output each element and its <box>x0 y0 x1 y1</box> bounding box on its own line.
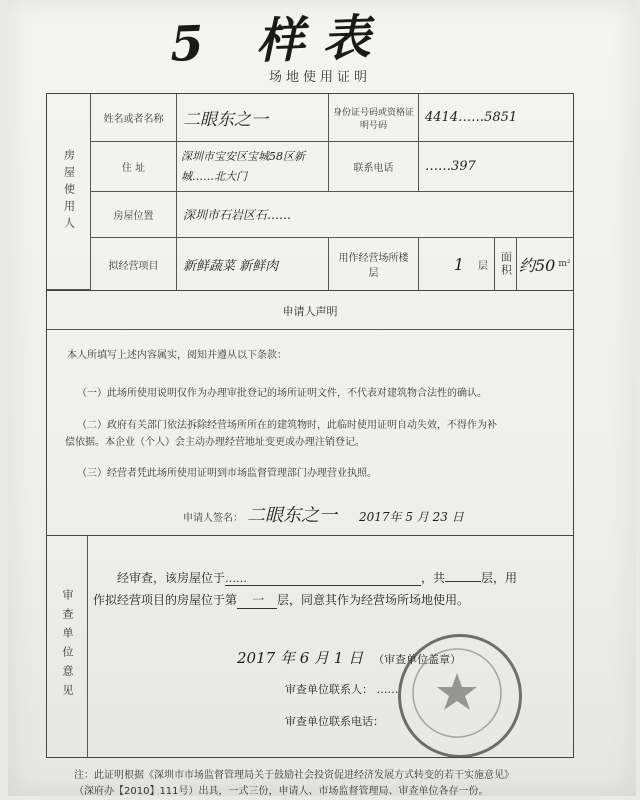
review-contact-line <box>285 681 399 697</box>
area-label-cell <box>495 238 517 290</box>
review-side-cell <box>47 535 88 757</box>
project-label: 拟经营项目 <box>91 238 177 290</box>
review-line1-pre: 经审查，该房屋位于 <box>117 571 226 585</box>
floor-unit: 层 <box>478 260 488 272</box>
review-line1-post: 层，用 <box>481 571 518 585</box>
review-line2-floor: 一 <box>237 591 277 609</box>
address-value <box>177 142 329 192</box>
review-stamp-note: （审查单位盖章） <box>373 653 462 666</box>
declaration-clause-2b: 偿依据。本企业（个人）会主动办理经营地址变更或办理注销登记。 <box>65 437 365 448</box>
official-seal-stamp <box>398 634 522 758</box>
floor-cell <box>419 238 495 290</box>
seal-star-icon <box>401 637 513 749</box>
declaration-title: 申请人声明 <box>282 305 338 318</box>
declaration-clause-2a: （二）政府有关部门依法拆除经营场所所在的建筑物时，此临时使用证明自动失效，不得作为补 <box>77 420 497 431</box>
area-unit: m² <box>558 259 571 269</box>
review-line1-floors-total <box>445 581 481 582</box>
applicant-table <box>46 93 574 291</box>
area-label: 面积 <box>499 251 513 277</box>
review-contact-value: …… <box>376 683 399 696</box>
review-line-2 <box>93 591 469 609</box>
location-label: 房屋位置 <box>91 192 177 238</box>
review-line-1 <box>117 569 517 586</box>
declaration-clause-1: （一）此场所使用说明仅作为办理审批登记的场所证明文件，不代表对建筑物合法性的确认。 <box>77 388 487 399</box>
area-cell <box>517 238 573 290</box>
handwritten-heading: 5 样表 <box>169 9 390 73</box>
project-value: 新鲜蔬菜 新鲜肉 <box>177 238 329 290</box>
phone-value: ……397 <box>419 142 573 192</box>
review-line2-post: 层，同意其作为经营场所场地使用。 <box>277 593 470 607</box>
declaration-intro: 本人所填写上述内容属实，阅知并遵从以下条款： <box>67 350 287 361</box>
declaration-clause-3: （三）经营者凭此场所使用证明到市场监督管理部门办理营业执照。 <box>77 468 377 479</box>
review-contact-label: 审查单位联系人： <box>285 683 373 696</box>
review-phone-label: 审查单位联系电话： <box>285 715 384 728</box>
applicant-side-cell <box>47 94 91 290</box>
footnote <box>74 768 514 800</box>
floor-value: 1 <box>453 254 464 274</box>
floor-label: 用作经营场所楼层 <box>329 238 419 290</box>
review-phone-line <box>285 713 384 729</box>
signature-label: 申请人签名： <box>183 513 243 524</box>
name-value: 二眼东之一 <box>177 94 329 142</box>
address-line-1: 深圳市宝安区宝城58区新 <box>181 150 305 163</box>
applicant-side-label: 房屋使用人 <box>62 149 76 234</box>
review-line1-address: …… <box>225 572 421 586</box>
footnote-line-1: 注：此证明根据《深圳市市场监督管理局关于鼓励社会投资促进经济发展方式转变的若干实施意见》 <box>74 770 514 781</box>
signature-value: 二眼东之一 <box>247 505 337 526</box>
address-label: 住 址 <box>91 142 177 192</box>
footnote-line-2: （深府办【2010】111号）出具，一式三份，申请人、市场监督管理局、审查单位各存一份。 <box>74 786 489 797</box>
declaration-section <box>46 289 574 536</box>
id-value: 4414……5851 <box>419 94 573 142</box>
area-value: 约50 <box>519 255 556 275</box>
phone-label: 联系电话 <box>329 142 419 192</box>
document-title: 场地使用证明 <box>268 70 371 85</box>
address-line-2: 城……北大门 <box>181 170 247 183</box>
review-side-label: 审查单位意见 <box>61 589 74 703</box>
review-line2-pre: 作拟经营项目的房屋位于第 <box>93 593 238 607</box>
signature-date: 2017年 5 月 23 日 <box>359 510 464 524</box>
location-value: 深圳市石岩区石…… <box>177 192 573 238</box>
review-date: 2017 年 6 月 1 日 <box>237 649 364 667</box>
review-line1-mid: ，共 <box>421 571 446 585</box>
name-label: 姓名或者名称 <box>91 94 177 142</box>
id-label: 身份证号码或资格证明号码 <box>329 94 419 142</box>
signature-line <box>183 501 464 527</box>
declaration-divider <box>47 329 573 330</box>
